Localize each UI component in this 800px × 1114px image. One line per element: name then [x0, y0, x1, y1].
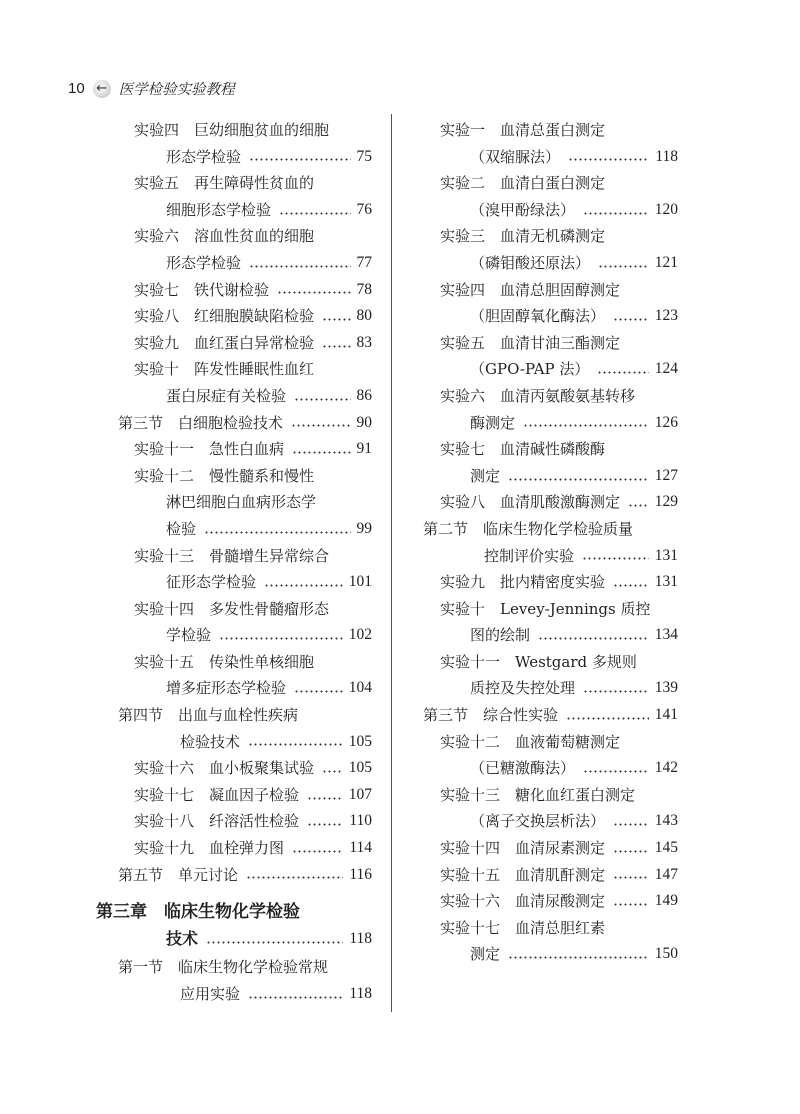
toc-page-number: 118 — [349, 929, 372, 947]
toc-entry-title: 实验五 再生障碍性贫血的 — [134, 174, 315, 193]
toc-entry — [0, 702, 372, 729]
toc-entry — [0, 223, 372, 250]
toc-page-number: 143 — [654, 812, 678, 830]
toc-entry — [0, 170, 372, 197]
dot-leader — [583, 690, 649, 693]
dot-leader — [582, 557, 649, 560]
toc-entry — [0, 543, 372, 570]
toc-entry-title: 检验技术 — [180, 732, 241, 751]
toc-page-number: 116 — [349, 865, 372, 883]
toc-entry-title: 实验八 红细胞膜缺陷检验 — [134, 307, 315, 326]
toc-entry — [400, 489, 678, 516]
dot-leader — [291, 424, 350, 427]
dot-leader — [294, 690, 343, 693]
toc-entry-title: 实验十 阵发性睡眠性血红 — [134, 360, 315, 379]
toc-entry-title: 实验八 血清肌酸激酶测定 — [440, 493, 621, 512]
toc-page-number: 129 — [654, 493, 678, 511]
toc-entry — [400, 755, 678, 782]
toc-left-column — [0, 117, 372, 1008]
dot-leader — [248, 743, 343, 746]
toc-entry-title: 第五节 单元讨论 — [118, 865, 239, 884]
dot-leader — [264, 584, 343, 587]
toc-entry — [400, 277, 678, 304]
toc-entry-title: 征形态学检验 — [166, 573, 257, 592]
toc-entry — [0, 926, 372, 953]
toc-entry — [400, 303, 678, 330]
toc-page-number: 90 — [356, 413, 372, 431]
toc-entry-title: 实验二 血清白蛋白测定 — [440, 174, 606, 193]
toc-entry-title: 第一节 临床生物化学检验常规 — [118, 958, 329, 977]
toc-page-number: 118 — [349, 985, 372, 1002]
toc-entry-title: 实验九 血红蛋白异常检验 — [134, 333, 315, 352]
toc-page-number: 105 — [348, 759, 372, 777]
toc-entry — [400, 569, 678, 596]
book-title: 医学检验实验教程 — [118, 82, 235, 98]
dot-leader — [613, 876, 649, 879]
dot-leader — [613, 823, 649, 826]
toc-entry — [400, 915, 678, 942]
toc-entry-title: 实验六 血清丙氨酸氨基转移 — [440, 386, 636, 405]
toc-entry-title: （已糖激酶法） — [470, 759, 576, 778]
dot-leader — [583, 212, 649, 215]
toc-page-number: 78 — [356, 280, 372, 298]
toc-entry — [400, 543, 678, 570]
toc-entry — [0, 981, 372, 1008]
toc-page-number: 134 — [654, 626, 678, 644]
toc-entry — [400, 702, 678, 729]
dot-leader — [613, 584, 649, 587]
dot-leader — [508, 478, 649, 481]
toc-entry — [400, 250, 678, 277]
toc-entry-title: 实验十三 骨髓增生异常综合 — [134, 546, 330, 565]
toc-entry — [400, 117, 678, 144]
toc-entry-title: 应用实验 — [180, 985, 241, 1003]
toc-entry — [0, 954, 372, 981]
toc-page-number: 123 — [654, 307, 678, 325]
toc-entry-title: 蛋白尿症有关检验 — [166, 386, 287, 405]
toc-entry — [0, 755, 372, 782]
toc-entry — [400, 622, 678, 649]
toc-entry-title: （双缩脲法） — [470, 147, 561, 166]
toc-entry — [0, 569, 372, 596]
toc-entry — [400, 383, 678, 410]
toc-entry-title: 形态学检验 — [166, 253, 242, 272]
toc-page-number: 150 — [654, 945, 678, 963]
toc-right-column — [400, 117, 678, 968]
toc-entry-title: 实验一 血清总蛋白测定 — [440, 121, 606, 139]
toc-page-number: 91 — [356, 440, 372, 458]
toc-entry — [0, 862, 372, 889]
toc-entry-title: 实验十五 血清肌酐测定 — [440, 865, 606, 884]
toc-entry — [400, 729, 678, 756]
toc-page-number: 118 — [655, 147, 678, 165]
toc-entry-title: 实验五 血清甘油三酯测定 — [440, 333, 621, 352]
toc-entry-title: 实验六 溶血性贫血的细胞 — [134, 227, 315, 246]
toc-page-number: 76 — [356, 200, 372, 218]
toc-entry-title: 实验十六 血清尿酸测定 — [440, 892, 606, 911]
dot-leader — [508, 956, 649, 959]
toc-entry — [400, 356, 678, 383]
dot-leader — [307, 797, 343, 800]
toc-page-number: 131 — [654, 546, 678, 564]
toc-entry-title: 实验七 血清碱性磷酸酶 — [440, 440, 606, 459]
toc-page-number: 127 — [654, 466, 678, 484]
toc-entry — [400, 197, 678, 224]
dot-leader — [598, 265, 649, 268]
toc-page-number: 131 — [654, 573, 678, 591]
toc-entry-title: 实验九 批内精密度实验 — [440, 573, 606, 592]
toc-entry — [400, 835, 678, 862]
toc-entry — [0, 596, 372, 623]
toc-entry-title: 实验十四 血清尿素测定 — [440, 839, 606, 858]
toc-entry-title: 实验七 铁代谢检验 — [134, 280, 270, 299]
toc-entry — [400, 463, 678, 490]
toc-entry — [400, 144, 678, 171]
toc-entry-title: （磷钼酸还原法） — [470, 253, 591, 272]
toc-entry — [0, 622, 372, 649]
toc-entry-title: 第三节 综合性实验 — [423, 706, 559, 725]
toc-page-number: 75 — [356, 147, 372, 165]
toc-entry-title: 形态学检验 — [166, 147, 242, 166]
toc-entry-title: 控制评价实验 — [484, 546, 575, 565]
dot-leader — [246, 876, 343, 879]
dot-leader — [597, 371, 648, 374]
toc-entry — [400, 170, 678, 197]
toc-page-number: 110 — [349, 812, 372, 830]
dot-leader — [583, 770, 649, 773]
page-number: 10 — [68, 80, 85, 97]
toc-entry-title: （溴甲酚绿法） — [470, 200, 576, 219]
toc-entry — [0, 516, 372, 543]
toc-entry-title: 第三章 临床生物化学检验 — [96, 902, 300, 923]
toc-entry — [0, 463, 372, 490]
toc-page-number: 114 — [349, 839, 372, 857]
toc-page-number: 126 — [654, 413, 678, 431]
dot-leader — [277, 291, 350, 294]
toc-entry — [0, 303, 372, 330]
toc-entry-title: 测定 — [470, 466, 501, 485]
toc-entry-title: （GPO-PAP 法） — [470, 360, 590, 379]
toc-entry — [0, 899, 372, 926]
toc-entry — [400, 941, 678, 968]
toc-entry — [400, 330, 678, 357]
dot-leader — [248, 996, 343, 999]
toc-entry-title: 检验 — [166, 519, 197, 538]
dot-leader — [294, 398, 350, 401]
toc-entry-title: 质控及失控处理 — [470, 679, 576, 698]
dot-leader — [613, 903, 649, 906]
dot-leader — [322, 770, 343, 773]
toc-page-number: 120 — [654, 200, 678, 218]
toc-entry — [400, 888, 678, 915]
toc-entry-title: 实验十 Levey-Jennings 质控 — [440, 599, 651, 618]
toc-entry — [400, 410, 678, 437]
toc-entry — [400, 596, 678, 623]
dot-leader — [219, 637, 343, 640]
toc-page-number: 105 — [348, 732, 372, 750]
toc-entry-title: 实验十三 糖化血红蛋白测定 — [440, 785, 636, 804]
toc-entry-title: 测定 — [470, 945, 501, 964]
toc-entry — [0, 410, 372, 437]
toc-entry — [0, 675, 372, 702]
toc-page-number: 149 — [654, 892, 678, 910]
dot-leader — [249, 158, 350, 161]
toc-entry-title: 实验十六 血小板聚集试验 — [134, 759, 315, 778]
toc-entry — [0, 808, 372, 835]
toc-entry-title: 淋巴细胞白血病形态学 — [166, 493, 317, 512]
dot-leader — [568, 158, 649, 161]
toc-page-number: 107 — [348, 785, 372, 803]
toc-page-number: 99 — [356, 519, 372, 537]
toc-entry-title: 第四节 出血与血栓性疾病 — [118, 706, 299, 725]
toc-entry — [400, 808, 678, 835]
toc-page-number: 141 — [654, 706, 678, 724]
toc-entry — [0, 250, 372, 277]
toc-entry — [0, 277, 372, 304]
toc-entry-title: 图的绘制 — [470, 626, 531, 645]
arrow-left-icon: ← — [93, 80, 111, 98]
toc-entry-title: 实验四 血清总胆固醇测定 — [440, 280, 621, 299]
toc-page-number: 142 — [654, 759, 678, 777]
dot-leader — [566, 717, 649, 720]
toc-entry — [0, 489, 372, 516]
column-divider — [391, 114, 392, 1012]
toc-entry-title: 酶测定 — [470, 413, 516, 432]
toc-entry — [0, 144, 372, 171]
dot-leader — [292, 451, 350, 454]
toc-page-number: 101 — [348, 573, 372, 591]
toc-page-number: 102 — [348, 626, 372, 644]
dot-leader — [322, 318, 350, 321]
toc-entry — [0, 436, 372, 463]
toc-entry-title: （离子交换层析法） — [470, 812, 606, 831]
toc-entry — [0, 197, 372, 224]
toc-entry — [0, 117, 372, 144]
toc-entry-title: 实验十五 传染性单核细胞 — [134, 652, 315, 671]
toc-entry-title: 实验十九 血栓弹力图 — [134, 839, 285, 858]
dot-leader — [613, 318, 649, 321]
toc-entry-title: 第二节 临床生物化学检验质量 — [423, 519, 634, 538]
toc-entry-title: 细胞形态学检验 — [166, 200, 272, 219]
toc-entry — [0, 835, 372, 862]
toc-entry-title: 实验十二 血液葡萄糖测定 — [440, 732, 621, 751]
toc-entry-title: 实验十七 血清总胆红素 — [440, 918, 606, 937]
dot-leader — [613, 850, 649, 853]
toc-page-number: 77 — [356, 253, 372, 271]
toc-page-number: 86 — [356, 386, 372, 404]
toc-entry — [0, 330, 372, 357]
toc-entry — [0, 356, 372, 383]
toc-entry-title: 实验十七 凝血因子检验 — [134, 785, 300, 804]
toc-page-number: 80 — [356, 307, 372, 325]
dot-leader — [249, 265, 350, 268]
toc-entry-title: （胆固醇氧化酶法） — [470, 307, 606, 326]
toc-entry-title: 实验十八 纤溶活性检验 — [134, 812, 300, 831]
dot-leader — [204, 531, 350, 534]
dot-leader — [292, 850, 343, 853]
toc-entry — [400, 516, 678, 543]
toc-entry-title: 实验四 巨幼细胞贫血的细胞 — [134, 121, 330, 139]
dot-leader — [628, 504, 649, 507]
toc-entry — [400, 436, 678, 463]
running-header — [68, 78, 235, 99]
toc-entry-title: 实验十一 Westgard 多规则 — [440, 652, 637, 671]
toc-page-number: 104 — [348, 679, 372, 697]
dot-leader — [307, 823, 343, 826]
toc-entry-title: 实验十一 急性白血病 — [134, 440, 285, 459]
toc-entry-title: 第三节 白细胞检验技术 — [118, 413, 284, 432]
toc-entry — [400, 223, 678, 250]
dot-leader — [279, 212, 350, 215]
toc-entry — [0, 649, 372, 676]
toc-entry — [0, 383, 372, 410]
toc-page-number: 83 — [356, 333, 372, 351]
toc-entry-title: 实验十四 多发性骨髓瘤形态 — [134, 599, 330, 618]
toc-page-number: 139 — [654, 679, 678, 697]
toc-page-number: 145 — [654, 839, 678, 857]
toc-page-number: 121 — [654, 253, 678, 271]
toc-entry-title: 实验三 血清无机磷测定 — [440, 227, 606, 246]
toc-entry — [0, 782, 372, 809]
toc-entry-title: 学检验 — [166, 626, 212, 645]
dot-leader — [523, 424, 649, 427]
toc-entry-title: 技术 — [166, 928, 199, 948]
dot-leader — [322, 345, 350, 348]
dot-leader — [206, 941, 343, 944]
toc-page-number: 124 — [654, 360, 678, 378]
toc-entry — [0, 729, 372, 756]
toc-entry-title: 增多症形态学检验 — [166, 679, 287, 698]
toc-entry — [400, 649, 678, 676]
toc-page-number: 147 — [654, 865, 678, 883]
dot-leader — [538, 637, 649, 640]
toc-entry — [400, 675, 678, 702]
toc-entry — [400, 862, 678, 889]
toc-entry — [400, 782, 678, 809]
toc-entry-title: 实验十二 慢性髓系和慢性 — [134, 466, 315, 485]
